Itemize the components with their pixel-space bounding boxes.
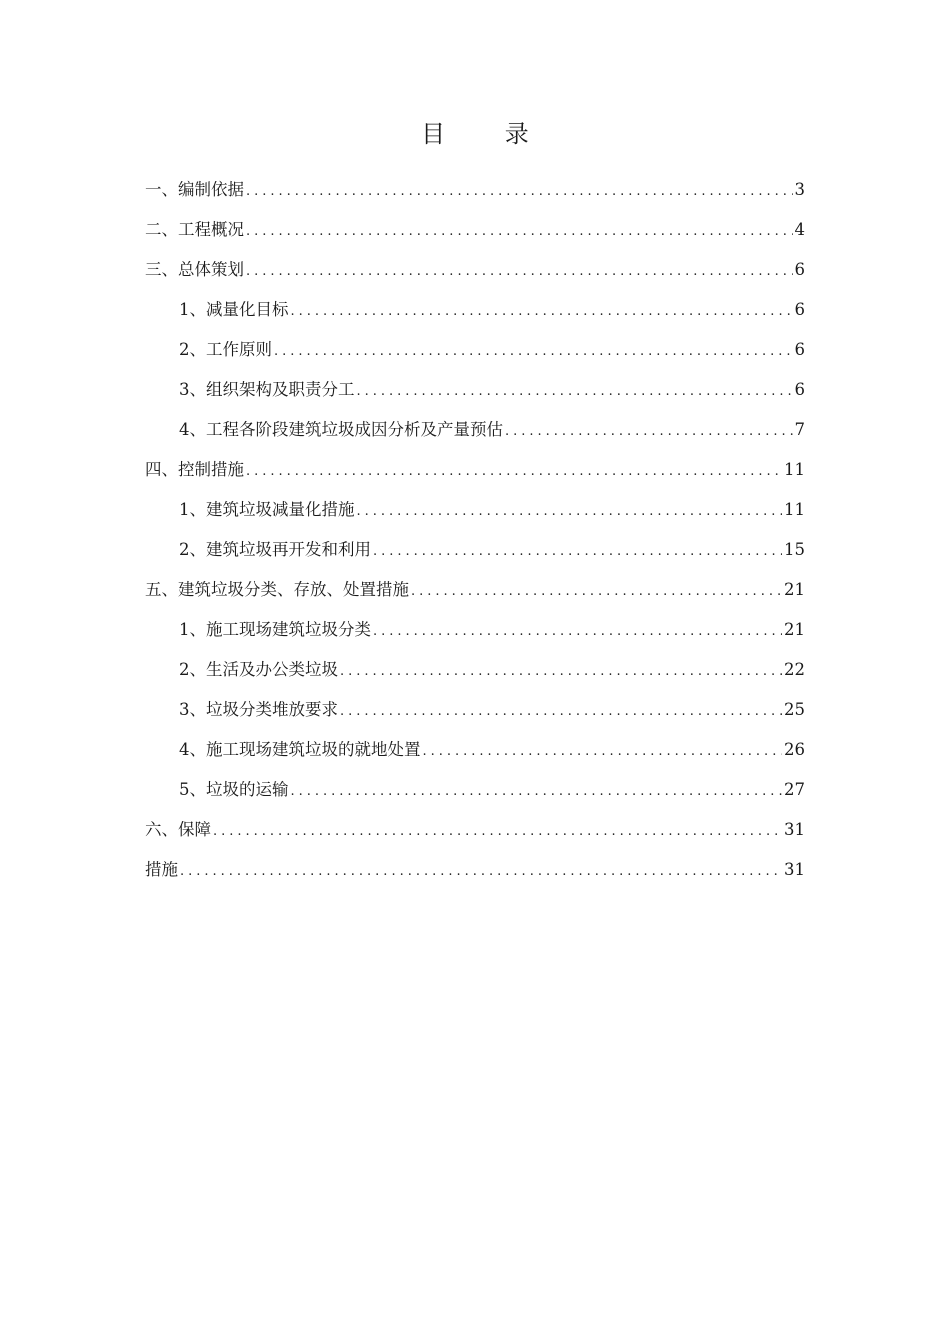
table-of-contents: [145, 170, 805, 890]
toc-entry-label: 二、工程概况: [145, 220, 244, 239]
toc-subentry[interactable]: [145, 290, 805, 330]
toc-entry-label: 1、建筑垃圾减量化措施: [179, 500, 355, 519]
toc-entry-label: 1、减量化目标: [179, 300, 289, 319]
toc-subentry[interactable]: [145, 690, 805, 730]
toc-dot-leader: [411, 572, 782, 612]
toc-entry-label: 四、控制措施: [145, 460, 244, 479]
toc-entry-label: 1、施工现场建筑垃圾分类: [179, 620, 371, 639]
toc-entry[interactable]: [145, 450, 805, 490]
toc-entry-page: 22: [784, 660, 805, 679]
toc-entry-page: 11: [784, 500, 805, 519]
toc-subentry[interactable]: [145, 650, 805, 690]
toc-dot-leader: [340, 652, 782, 692]
toc-dot-leader: [180, 852, 782, 892]
toc-entry-page: 7: [794, 420, 805, 439]
toc-entry-page: 6: [794, 380, 805, 399]
toc-entry-page: 27: [784, 780, 805, 799]
toc-subentry[interactable]: [145, 490, 805, 530]
toc-subentry[interactable]: [145, 730, 805, 770]
toc-dot-leader: [423, 732, 783, 772]
toc-entry-page: 31: [784, 820, 805, 839]
toc-entry-page: 3: [794, 180, 805, 199]
toc-entry[interactable]: [145, 170, 805, 210]
toc-dot-leader: [357, 372, 793, 412]
toc-entry-label: 五、建筑垃圾分类、存放、处置措施: [145, 580, 409, 599]
toc-subentry[interactable]: [145, 410, 805, 450]
toc-entry-label: 三、总体策划: [145, 260, 244, 279]
toc-dot-leader: [246, 452, 782, 492]
toc-subentry[interactable]: [145, 610, 805, 650]
toc-dot-leader: [373, 612, 782, 652]
toc-entry-page: 31: [784, 860, 805, 879]
toc-dot-leader: [246, 172, 793, 212]
toc-entry-page: 11: [784, 460, 805, 479]
toc-entry[interactable]: [145, 210, 805, 250]
toc-entry[interactable]: [145, 250, 805, 290]
toc-dot-leader: [291, 772, 783, 812]
toc-dot-leader: [505, 412, 793, 452]
toc-entry-page: 4: [794, 220, 805, 239]
toc-dot-leader: [213, 812, 782, 852]
toc-entry-label: 4、施工现场建筑垃圾的就地处置: [179, 740, 421, 759]
toc-entry-label: 5、垃圾的运输: [179, 780, 289, 799]
toc-subentry[interactable]: [145, 370, 805, 410]
toc-entry-label: 措施: [145, 860, 178, 879]
toc-entry-label: 六、保障: [145, 820, 211, 839]
toc-entry[interactable]: [145, 810, 805, 850]
toc-entry-page: 21: [784, 580, 805, 599]
toc-entry[interactable]: [145, 850, 805, 890]
toc-dot-leader: [246, 212, 793, 252]
toc-entry-label: 一、编制依据: [145, 180, 244, 199]
toc-entry-label: 4、工程各阶段建筑垃圾成因分析及产量预估: [179, 420, 503, 439]
toc-dot-leader: [340, 692, 782, 732]
toc-entry-page: 15: [784, 540, 805, 559]
toc-dot-leader: [357, 492, 783, 532]
toc-subentry[interactable]: [145, 530, 805, 570]
toc-entry-page: 26: [784, 740, 805, 759]
toc-entry-page: 6: [794, 340, 805, 359]
toc-entry-label: 3、组织架构及职责分工: [179, 380, 355, 399]
toc-subentry[interactable]: [145, 330, 805, 370]
toc-entry-page: 25: [784, 700, 805, 719]
toc-entry-page: 6: [794, 300, 805, 319]
toc-dot-leader: [291, 292, 793, 332]
toc-dot-leader: [246, 252, 793, 292]
toc-subentry[interactable]: [145, 770, 805, 810]
toc-entry-page: 6: [794, 260, 805, 279]
toc-dot-leader: [274, 332, 793, 372]
toc-dot-leader: [373, 532, 782, 572]
toc-entry[interactable]: [145, 570, 805, 610]
toc-entry-label: 2、工作原则: [179, 340, 272, 359]
page-title: 目 录: [421, 120, 555, 148]
toc-entry-label: 2、建筑垃圾再开发和利用: [179, 540, 371, 559]
toc-entry-page: 21: [784, 620, 805, 639]
toc-entry-label: 3、垃圾分类堆放要求: [179, 700, 338, 719]
toc-entry-label: 2、生活及办公类垃圾: [179, 660, 338, 679]
